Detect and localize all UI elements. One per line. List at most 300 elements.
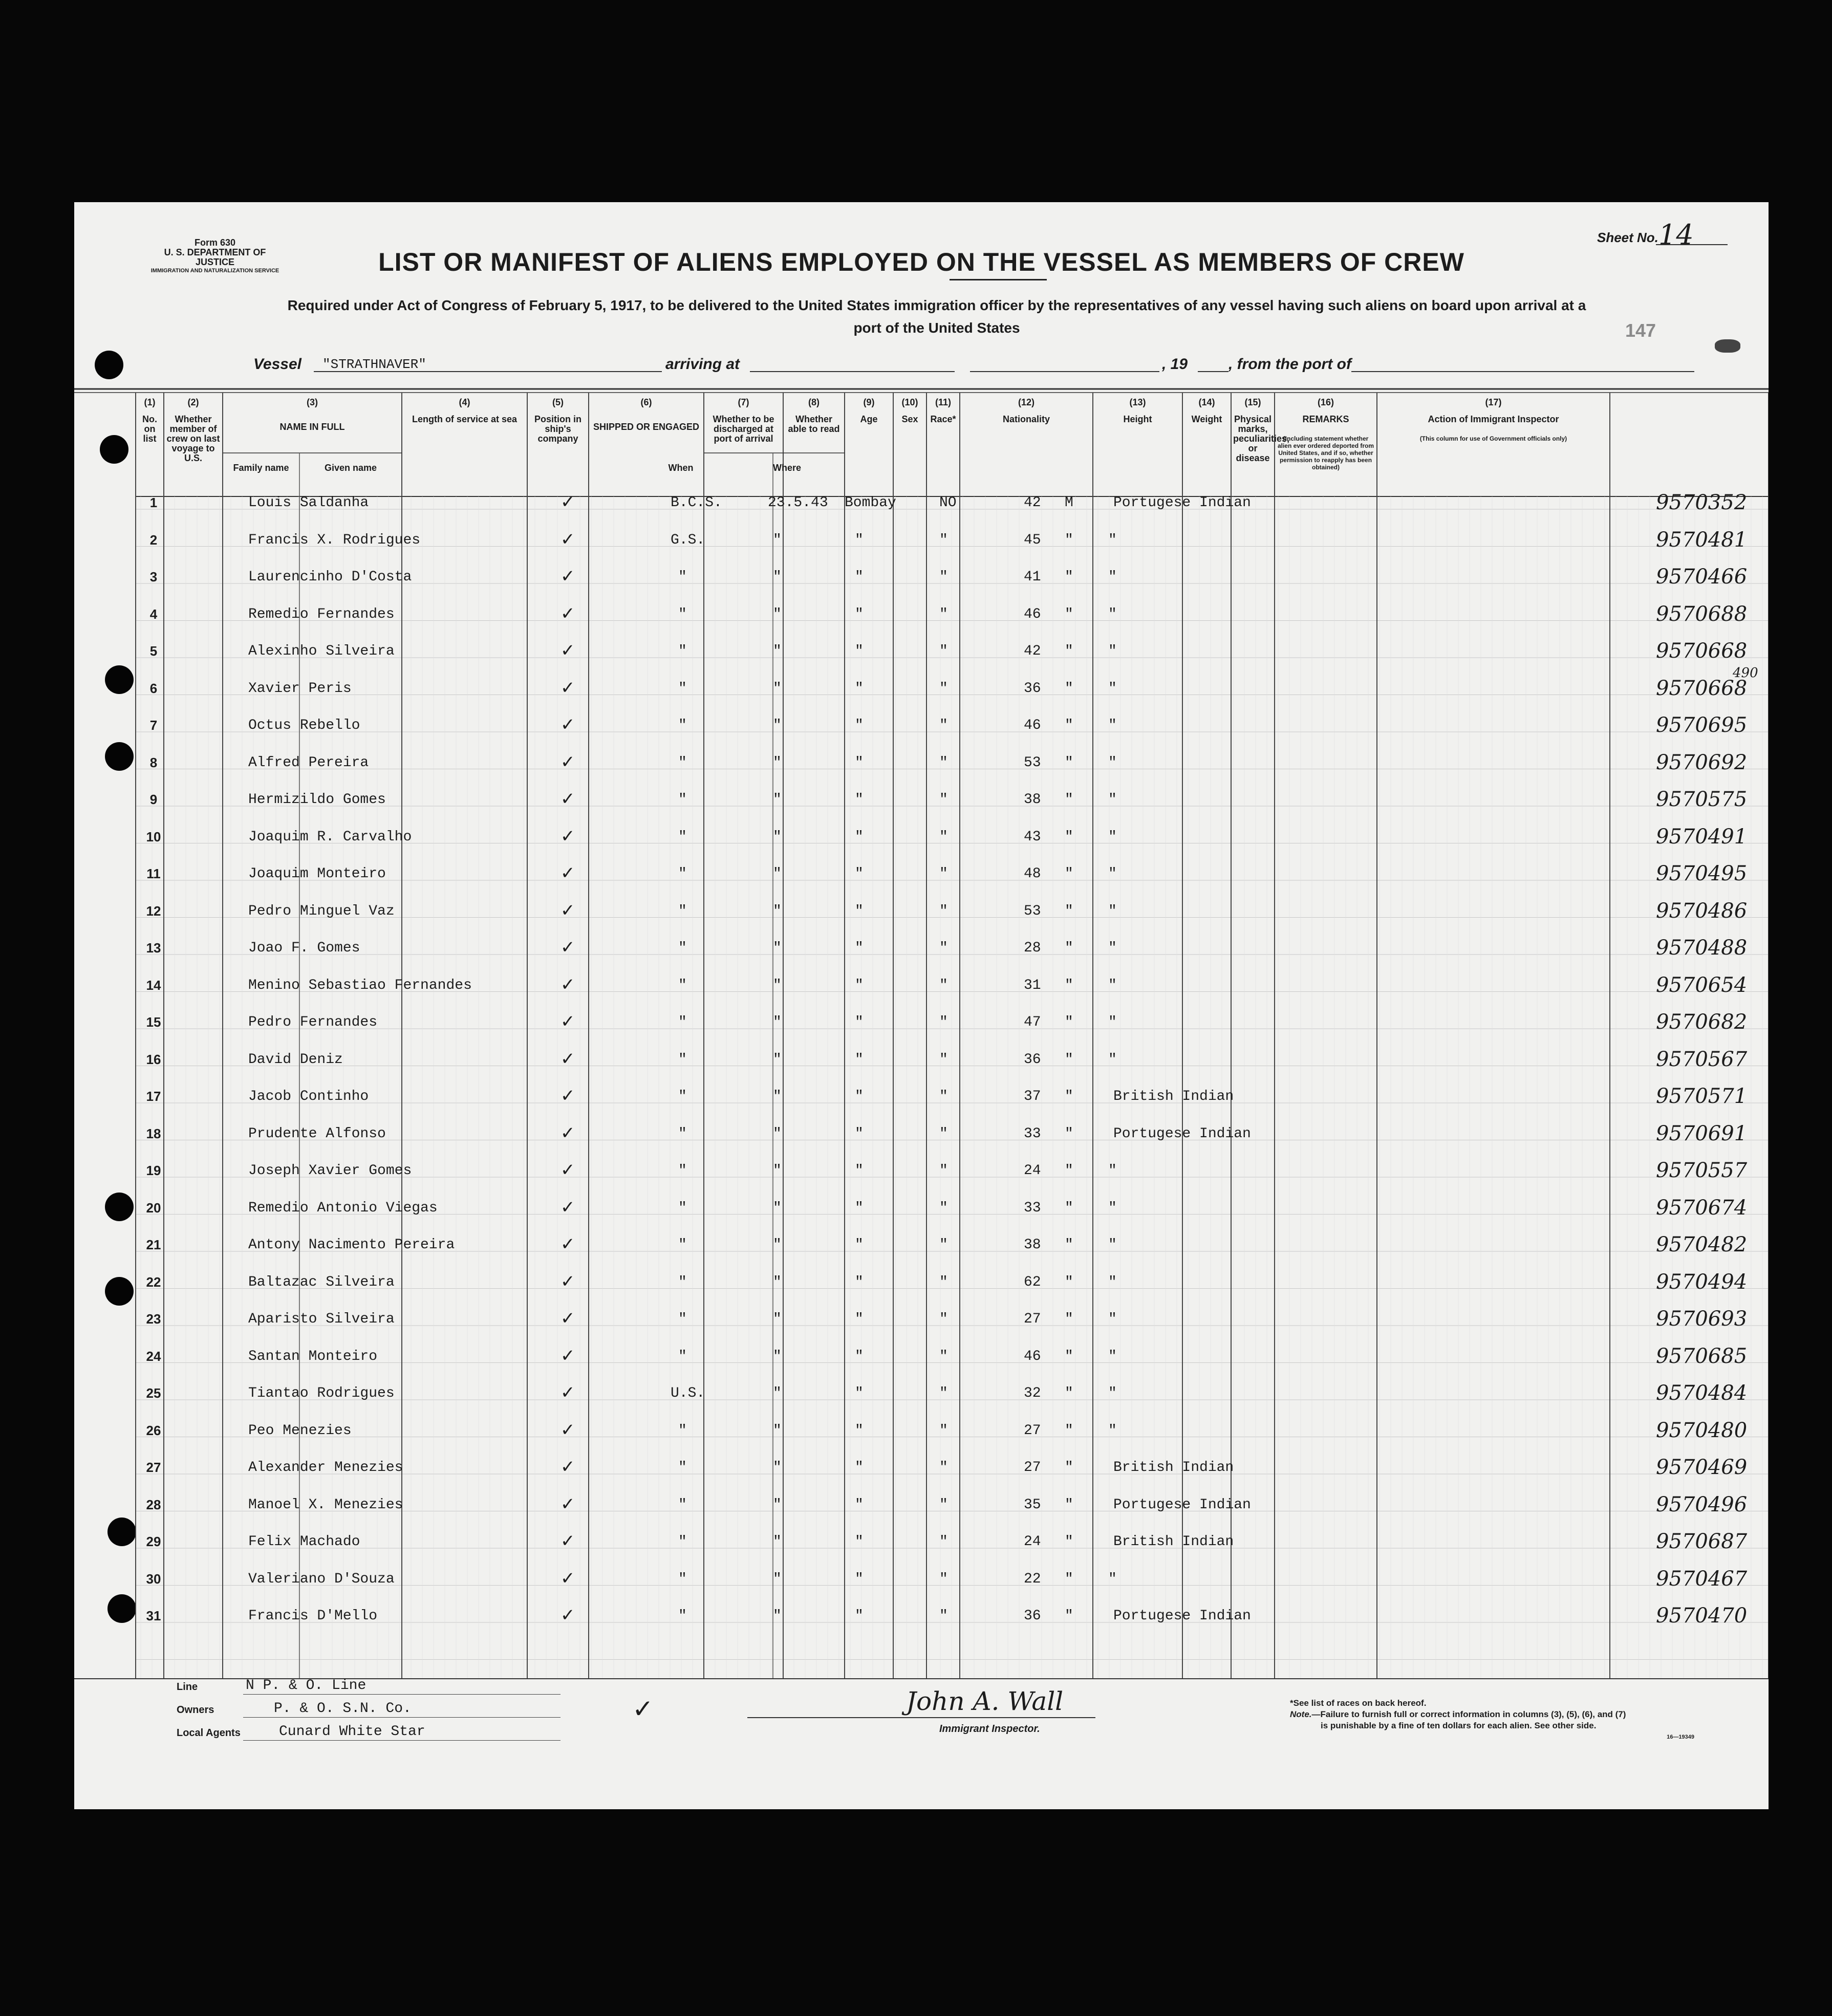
vessel-label: Vessel [253, 356, 301, 373]
inspector-number: 9570691 [1656, 1121, 1748, 1145]
shipped-where: " [855, 606, 864, 622]
service-check: ✓ [561, 863, 575, 883]
inspector-number: 9570491 [1656, 825, 1748, 849]
shipped-when: " [773, 1014, 782, 1030]
crew-sex: " [1065, 940, 1073, 956]
service-check: ✓ [561, 1382, 575, 1403]
column-number: (16) [1317, 397, 1334, 407]
inspector-number: 9570488 [1656, 936, 1748, 960]
sheet-number-label: Sheet No. [1597, 230, 1658, 245]
row-number: 7 [149, 718, 158, 733]
crew-age: 27 [1024, 1460, 1041, 1476]
ship-position: " [678, 1089, 687, 1104]
service-check: ✓ [561, 1493, 575, 1514]
crew-name: Joaquim R. Carvalho [248, 829, 412, 845]
column-number: (9) [863, 397, 875, 407]
service-check: ✓ [561, 751, 575, 772]
crew-sex: " [1065, 754, 1073, 771]
service-check: ✓ [561, 1197, 575, 1218]
column-header: SHIPPED OR ENGAGED [593, 422, 700, 432]
row-number: 24 [146, 1348, 161, 1364]
crew-age: 53 [1024, 903, 1041, 919]
crew-name: Alfred Pereira [248, 754, 369, 771]
crew-name: Santan Monteiro [248, 1348, 378, 1364]
service-check: ✓ [561, 1086, 575, 1106]
column-header: Physical marks, peculiarities, or disease [1233, 414, 1290, 463]
service-check: ✓ [561, 492, 575, 512]
column-header: Sex [901, 414, 918, 424]
row-number: 11 [146, 866, 161, 881]
crew-age: 36 [1024, 1051, 1041, 1068]
inspector-number: 9570557 [1656, 1159, 1748, 1182]
arriving-underline-2 [970, 371, 1159, 372]
row-number: 13 [146, 940, 161, 956]
sheet-number-underline [1656, 244, 1728, 245]
discharged-flag: " [939, 1608, 948, 1624]
crew-name: Pedro Fernandes [248, 1014, 378, 1030]
service-check: ✓ [561, 937, 575, 958]
inspector-number: 9570571 [1656, 1085, 1748, 1108]
from-port-underline [1351, 371, 1694, 372]
ship-position: " [678, 1125, 687, 1142]
row-number: 19 [146, 1163, 161, 1178]
inspector-number: 9570469 [1656, 1456, 1748, 1479]
column-header: Whether able to read [788, 414, 840, 434]
discharged-flag: " [939, 1051, 948, 1068]
discharged-flag: " [939, 1311, 948, 1327]
signature-caption: Immigrant Inspector. [939, 1723, 1040, 1735]
service-check: ✓ [561, 789, 575, 809]
crew-name: Pedro Minguel Vaz [248, 903, 395, 919]
crew-age: 46 [1024, 1348, 1041, 1364]
crew-race: " [1108, 1422, 1117, 1439]
crew-name: Alexander Menezies [248, 1460, 403, 1476]
arriving-label: arriving at [665, 356, 740, 373]
shipped-when: " [773, 792, 782, 808]
shipped-where: " [855, 754, 864, 771]
row-number: 28 [146, 1497, 161, 1512]
inspector-number: 9570486 [1656, 899, 1748, 923]
crew-sex: " [1065, 1051, 1073, 1068]
shipped-where: " [855, 977, 864, 993]
inspector-number: 9570484 [1656, 1381, 1748, 1405]
row-number: 27 [146, 1460, 161, 1475]
service-check: ✓ [561, 640, 575, 661]
shipped-where: " [855, 1534, 864, 1550]
service-check: ✓ [561, 1048, 575, 1069]
row-number: 4 [149, 606, 158, 622]
document-subtitle [156, 294, 1717, 339]
ship-position: " [678, 1274, 687, 1290]
service-check: ✓ [561, 603, 575, 624]
column-header: No. on list [142, 414, 157, 444]
row-number: 16 [146, 1051, 161, 1067]
crew-name: Octus Rebello [248, 718, 360, 733]
discharged-flag: " [939, 754, 948, 771]
crew-sex: " [1065, 1163, 1073, 1179]
column-note: (This column for use of Government officials only) [1419, 435, 1567, 442]
shipped-where: " [855, 1571, 864, 1587]
crew-age: 28 [1024, 940, 1041, 956]
crew-name: Aparisto Silveira [248, 1311, 395, 1327]
line-value [246, 1678, 366, 1694]
shipped-when: " [773, 1385, 782, 1401]
column-header: Whether to be discharged at port of arrival [713, 414, 774, 444]
department-name: U. S. DEPARTMENT OF JUSTICE [164, 247, 266, 267]
crew-sex: " [1065, 866, 1073, 882]
shipped-where: " [855, 866, 864, 882]
column-header: Position in ship's company [534, 414, 581, 444]
shipped-when: " [773, 977, 782, 993]
shipped-where: " [855, 1274, 864, 1290]
crew-sex: " [1065, 1237, 1073, 1253]
crew-age: 42 [1024, 495, 1041, 511]
row-number: 20 [146, 1200, 161, 1216]
form-code: 16—19349 [1667, 1734, 1694, 1740]
shipped-where: " [855, 532, 864, 548]
discharged-flag: " [939, 1089, 948, 1104]
service-check: ✓ [561, 1122, 575, 1143]
shipped-where: " [855, 1200, 864, 1216]
discharged-flag: " [939, 606, 948, 622]
ship-position: " [678, 643, 687, 659]
crew-name: Alexinho Silveira [248, 643, 395, 659]
column-number: (2) [187, 397, 199, 407]
row-number: 18 [146, 1125, 161, 1141]
crew-race: British Indian [1113, 1460, 1234, 1476]
ship-position: " [678, 754, 687, 771]
inspector-number: 9570470 [1656, 1604, 1748, 1628]
ship-position: " [678, 1460, 687, 1476]
discharged-flag: " [939, 792, 948, 808]
crew-race: " [1108, 680, 1117, 697]
crew-age: 32 [1024, 1385, 1041, 1401]
shipped-when: " [773, 1089, 782, 1104]
service-check: ✓ [561, 826, 575, 847]
column-number: (4) [459, 397, 470, 407]
column-subheader: Given name [324, 463, 377, 473]
ship-position: " [678, 903, 687, 919]
crew-race: Portugese Indian [1113, 495, 1251, 511]
inspector-correction: 490 [1733, 665, 1758, 681]
discharged-flag: " [939, 1348, 948, 1364]
row-number: 22 [146, 1274, 161, 1290]
crew-age: 43 [1024, 829, 1041, 845]
inspector-number: 9570352 [1656, 491, 1748, 514]
inspector-number: 9570481 [1656, 528, 1748, 552]
inspector-number: 9570688 [1656, 602, 1748, 626]
ship-position: " [678, 940, 687, 956]
ship-position: U.S. [671, 1385, 705, 1401]
shipped-when: " [773, 1163, 782, 1179]
column-header: Race* [930, 414, 956, 424]
stamp-number: 147 [1625, 320, 1656, 341]
shipped-when: " [773, 1460, 782, 1476]
shipped-when: " [773, 1534, 782, 1550]
crew-sex: " [1065, 1571, 1073, 1587]
agents-value: Cunard White Star [279, 1724, 425, 1740]
shipped-where: " [855, 1422, 864, 1439]
inspector-number: 9570480 [1656, 1418, 1748, 1442]
crew-sex: " [1065, 1385, 1073, 1401]
inspector-number: 9570495 [1656, 862, 1748, 885]
crew-age: 27 [1024, 1311, 1041, 1327]
ship-position: " [678, 1534, 687, 1550]
service-check: ✓ [561, 900, 575, 921]
crew-age: 36 [1024, 1608, 1041, 1624]
crew-race: " [1108, 1200, 1117, 1216]
discharged-flag: " [939, 977, 948, 993]
shipped-where: " [855, 1385, 864, 1401]
subtitle-line-2: port of the United States [853, 320, 1020, 336]
shipped-where: " [855, 1089, 864, 1104]
discharged-flag: " [939, 1274, 948, 1290]
column-number: (13) [1129, 397, 1146, 407]
shipped-when: " [773, 903, 782, 919]
shipped-where: " [855, 1014, 864, 1030]
crew-race: " [1108, 1237, 1117, 1253]
ship-position: " [678, 1497, 687, 1513]
crew-race: " [1108, 1348, 1117, 1364]
inspector-signature: John A. Wall [906, 1686, 1064, 1716]
crew-name: Remedio Fernandes [248, 606, 395, 622]
crew-age: 36 [1024, 680, 1041, 697]
service-check: ✓ [561, 566, 575, 587]
column-number: (10) [901, 397, 918, 407]
ink-blot [1715, 339, 1740, 353]
races-note: *See list of races on back hereof. [1290, 1698, 1427, 1708]
row-number: 30 [146, 1571, 161, 1587]
crew-sex: " [1065, 1311, 1073, 1327]
shipped-when: " [773, 1125, 782, 1142]
crew-race: British Indian [1113, 1534, 1234, 1550]
check-mark: ✓ [632, 1694, 654, 1724]
discharged-flag: " [939, 940, 948, 956]
inspector-number: 9570695 [1656, 713, 1748, 737]
crew-sex: " [1065, 1460, 1073, 1476]
crew-age: 35 [1024, 1497, 1041, 1513]
service-check: ✓ [561, 1234, 575, 1254]
crew-race: " [1108, 754, 1117, 771]
title-underline [950, 279, 1047, 280]
crew-age: 45 [1024, 532, 1041, 548]
discharged-flag: " [939, 1163, 948, 1179]
ship-position: " [678, 1051, 687, 1068]
crew-age: 41 [1024, 569, 1041, 585]
crew-name: Remedio Antonio Viegas [248, 1200, 438, 1216]
crew-sex: " [1065, 1534, 1073, 1550]
crew-name: David Deniz [248, 1051, 343, 1068]
column-number: (3) [307, 397, 318, 407]
shipped-when: " [773, 1237, 782, 1253]
inspector-number: 9570575 [1656, 788, 1748, 811]
column-number: (11) [935, 397, 952, 407]
year-label: , 19 [1162, 356, 1188, 373]
punch-hole [95, 351, 123, 379]
row-number: 12 [146, 903, 161, 919]
crew-age: 48 [1024, 866, 1041, 882]
shipped-when: " [773, 1422, 782, 1439]
crew-name: Felix Machado [248, 1534, 360, 1550]
column-header: Weight [1191, 414, 1222, 424]
row-number: 9 [149, 792, 158, 807]
shipped-where: " [855, 1163, 864, 1179]
ship-position: " [678, 1571, 687, 1587]
agents-underline [243, 1740, 561, 1741]
inspector-number: 9570687 [1656, 1530, 1748, 1553]
ship-position: " [678, 1200, 687, 1216]
note-label: Note. [1290, 1709, 1312, 1719]
shipped-when: " [773, 1200, 782, 1216]
ship-position: " [678, 680, 687, 697]
crew-name: Prudente Alfonso [248, 1125, 386, 1142]
shipped-when: " [773, 1051, 782, 1068]
inspector-number: 9570482 [1656, 1233, 1748, 1256]
crew-sex: " [1065, 1497, 1073, 1513]
crew-sex: " [1065, 1348, 1073, 1364]
ship-position: " [678, 606, 687, 622]
inspector-number: 9570494 [1656, 1270, 1748, 1294]
row-number: 21 [146, 1237, 161, 1252]
crew-name: Hermizildo Gomes [248, 792, 386, 808]
shipped-where: " [855, 903, 864, 919]
ship-position: " [678, 1163, 687, 1179]
shipped-when: " [773, 1348, 782, 1364]
discharged-flag: " [939, 1422, 948, 1439]
from-port-label: , from the port of [1228, 356, 1351, 373]
crew-sex: M [1065, 495, 1073, 511]
vessel-name: "STRATHNAVER" [322, 357, 426, 372]
discharged-flag: " [939, 1014, 948, 1030]
discharged-flag: NO [939, 495, 957, 511]
column-number: (7) [738, 397, 749, 407]
inspector-number: 9570654 [1656, 973, 1748, 997]
ship-position: " [678, 977, 687, 993]
shipped-where: " [855, 1051, 864, 1068]
ship-position: " [678, 1422, 687, 1439]
shipped-where: " [855, 643, 864, 659]
crew-name: Joao F. Gomes [248, 940, 360, 956]
crew-name: Menino Sebastiao Fernandes [248, 977, 472, 993]
service-check: ✓ [561, 1531, 575, 1551]
discharged-flag: " [939, 866, 948, 882]
column-subheader: When [668, 463, 694, 473]
row-number: 14 [146, 977, 161, 993]
row-number: 15 [146, 1014, 161, 1030]
column-header: Height [1123, 414, 1152, 424]
crew-age: 27 [1024, 1422, 1041, 1439]
crew-sex: " [1065, 1089, 1073, 1104]
service-check: ✓ [561, 1271, 575, 1292]
crew-name: Francis X. Rodrigues [248, 532, 421, 548]
crew-race: " [1108, 569, 1117, 585]
ship-position: B.C.S. [671, 495, 722, 511]
footer-note [1290, 1698, 1715, 1743]
discharged-flag: " [939, 532, 948, 548]
crew-race: " [1108, 1571, 1117, 1587]
discharged-flag: " [939, 1125, 948, 1142]
crew-sex: " [1065, 977, 1073, 993]
crew-age: 38 [1024, 792, 1041, 808]
crew-age: 22 [1024, 1571, 1041, 1587]
column-header: NAME IN FULL [279, 422, 345, 432]
crew-race: " [1108, 643, 1117, 659]
year-underline [1198, 371, 1228, 372]
row-number: 8 [149, 754, 158, 770]
ship-position: " [678, 1237, 687, 1253]
crew-race: " [1108, 866, 1117, 882]
ship-position: " [678, 1348, 687, 1364]
crew-sex: " [1065, 829, 1073, 845]
row-number: 23 [146, 1311, 161, 1327]
ship-position: " [678, 569, 687, 585]
crew-sex: " [1065, 903, 1073, 919]
crew-age: 33 [1024, 1200, 1041, 1216]
inspector-number: 9570674 [1656, 1196, 1748, 1220]
row-number: 5 [149, 643, 158, 659]
inspector-number: 9570567 [1656, 1047, 1748, 1071]
row-number: 10 [146, 829, 161, 844]
inspector-number: 9570668 [1656, 676, 1748, 700]
shipped-when: " [773, 606, 782, 622]
crew-race: " [1108, 977, 1117, 993]
crew-race: British Indian [1113, 1089, 1234, 1104]
crew-race: " [1108, 792, 1117, 808]
crew-name: Joaquim Monteiro [248, 866, 386, 882]
owners-underline [243, 1717, 561, 1718]
document-title: LIST OR MANIFEST OF ALIENS EMPLOYED ON THE VESSEL AS MEMBERS OF CREW [378, 248, 1464, 276]
crew-name: Tiantao Rodrigues [248, 1385, 395, 1401]
crew-age: 33 [1024, 1125, 1041, 1142]
shipped-where: " [855, 829, 864, 845]
line-underline [243, 1694, 561, 1695]
crew-sex: " [1065, 606, 1073, 622]
shipped-when: " [773, 1274, 782, 1290]
ship-position: " [678, 792, 687, 808]
discharged-flag: " [939, 1571, 948, 1587]
service-check: ✓ [561, 1419, 575, 1440]
discharged-flag: " [939, 1460, 948, 1476]
crew-age: 24 [1024, 1163, 1041, 1179]
column-note: (Including statement whether alien ever ordered deported from United States, and if so, whether permission to reapply has been obtained) [1277, 435, 1374, 471]
crew-sex: " [1065, 643, 1073, 659]
shipped-where: " [855, 1311, 864, 1327]
shipped-where: " [855, 680, 864, 697]
discharged-flag: " [939, 1497, 948, 1513]
column-header: Age [860, 414, 878, 424]
inspector-number: 9570467 [1656, 1567, 1748, 1591]
shipped-where: " [855, 718, 864, 733]
vessel-underline [314, 371, 662, 372]
row-number: 3 [149, 569, 158, 584]
inspector-number: 9570496 [1656, 1492, 1748, 1516]
crew-sex: " [1065, 532, 1073, 548]
inspector-number: 9570668 [1656, 639, 1748, 663]
crew-race: " [1108, 1014, 1117, 1030]
crew-race: " [1108, 1311, 1117, 1327]
column-number: (17) [1485, 397, 1502, 407]
shipped-when: " [773, 829, 782, 845]
service-check: ✓ [561, 1568, 575, 1589]
shipped-when: " [773, 569, 782, 585]
discharged-flag: " [939, 1237, 948, 1253]
line-value-text: P. & O. Line [263, 1678, 367, 1694]
service-check: ✓ [561, 714, 575, 735]
discharged-flag: " [939, 1534, 948, 1550]
service-check: ✓ [561, 1308, 575, 1329]
crew-sex: " [1065, 1274, 1073, 1290]
crew-name: Xavier Peris [248, 680, 352, 697]
